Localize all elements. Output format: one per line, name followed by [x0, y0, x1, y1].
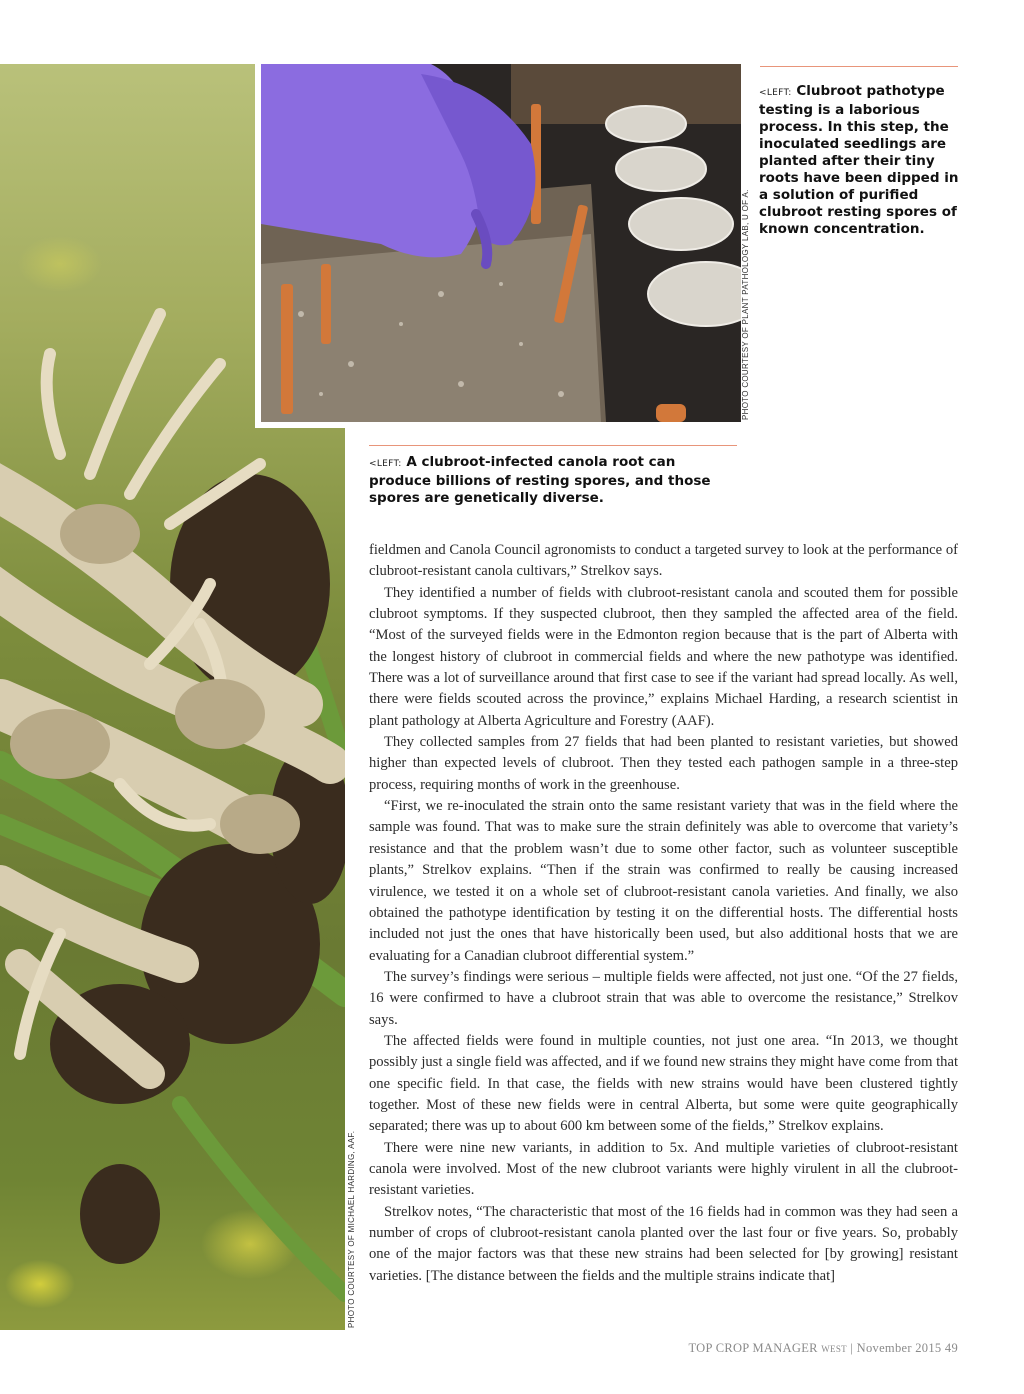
caption-infected-root [369, 454, 729, 507]
article-body [369, 540, 958, 1287]
footer-magazine: TOP CROP MANAGER [688, 1341, 818, 1355]
caption-middle-text: A clubroot-infected canola root can produce billions of resting spores, and those spores are genetically diverse. [369, 454, 711, 506]
article-paragraph: The survey’s findings were serious – multiple fields were affected, not just one. “Of the 27 fields, 16 were confirmed to have a clubroot strain that was able to overcome the resistance,” Strelkov says. [369, 968, 958, 1028]
caption-left-tag: <LEFT: [369, 459, 402, 469]
pathotype-testing-photo [255, 64, 741, 428]
article-paragraph: fieldmen and Canola Council agronomists to conduct a targeted survey to look at the performance of clubroot-resistant canola cultivars,” Strelkov says. [369, 542, 958, 580]
article-paragraph: There were nine new variants, in addition to 5x. And multiple varieties of clubroot-resistant canola were involved. Most of the new clubroot variants were highly virulent in all the clubroot-resistant varieties. [369, 1139, 958, 1199]
footer-edition: WEST [821, 1344, 847, 1354]
lab-photo-credit: PHOTO COURTESY OF PLANT PATHOLOGY LAB, U OF A. [741, 189, 750, 420]
root-photo-credit: PHOTO COURTESY OF MICHAEL HARDING, AAF. [347, 1130, 356, 1328]
footer-date: November 2015 [856, 1341, 942, 1355]
article-paragraph: They identified a number of fields with clubroot-resistant canola and scouted them for possible clubroot symptoms. If they suspected clubroot, then they sampled the affected area of the field. “Most of the surveyed fields were in the Edmonton region because that is the part of Alberta with the longest history of clubroot in commercial fields and where the new pathotype was identified. There was a lot of surveillance around that first case to see if the variant had spread locally. As well, there were fields scouted across the province,” explains Michael Harding, a research scientist in plant pathology at Alberta Agriculture and Forestry (AAF). [369, 584, 958, 729]
article-paragraph: Strelkov notes, “The characteristic that most of the 16 fields had in common was they had seen a number of crops of clubroot-resistant canola planted over the last four or five years. So, probably one of the major factors was that these new strains had been selected for [by growing] resistant varieties. [The distance between the fields and the multiple strains indicate that] [369, 1203, 958, 1284]
footer-page-number: 49 [944, 1341, 958, 1355]
lab-illustration [261, 64, 741, 422]
footer-separator: | [850, 1341, 854, 1355]
article-paragraph: “First, we re-inoculated the strain onto the same resistant variety that was in the field where the sample was found. That was to make sure the strain definitely was able to overcome that variety’s resistance and that the problem wasn’t due to some other factor, such as volunteer susceptible plants,” Strelkov explains. “Then if the strain was confirmed to really be causing increased virulence, we tested it on a whole set of clubroot-resistant canola varieties. And finally, we also obtained the pathotype identification by testing it on the differential hosts. The differential hosts included not just the ones that have historically been used, but also additional hosts that we are evaluating for a Canadian clubroot differential system.” [369, 798, 958, 964]
article-paragraph: They collected samples from 27 fields that had been planted to resistant varieties, but showed higher than expected levels of clubroot. Then they tested each pathogen sample in a three-step process, requiring months of work in the greenhouse. [369, 734, 958, 793]
caption-rule-middle [369, 445, 737, 446]
caption-rule-top [760, 66, 958, 67]
caption-pathotype-testing [759, 83, 959, 238]
article-paragraph: The affected fields were found in multiple counties, not just one area. “In 2013, we thought possibly just a single field was affected, and if we found new strains they might have come from that one specific field. In that case, the fields with new strains would have been clustered tightly together. Most of these new fields were in central Alberta, but some were quite geographically separated; there was up to about 600 km between some of the fields,” Strelkov explains. [369, 1032, 958, 1135]
caption-left-tag: <LEFT: [759, 88, 792, 98]
caption-top-text: Clubroot pathotype testing is a laborious process. In this step, the inoculated seedlings are planted after their tiny roots have been dipped in a solution of purified clubroot resting spores of known concentration. [759, 83, 959, 237]
page-footer [688, 1341, 958, 1356]
